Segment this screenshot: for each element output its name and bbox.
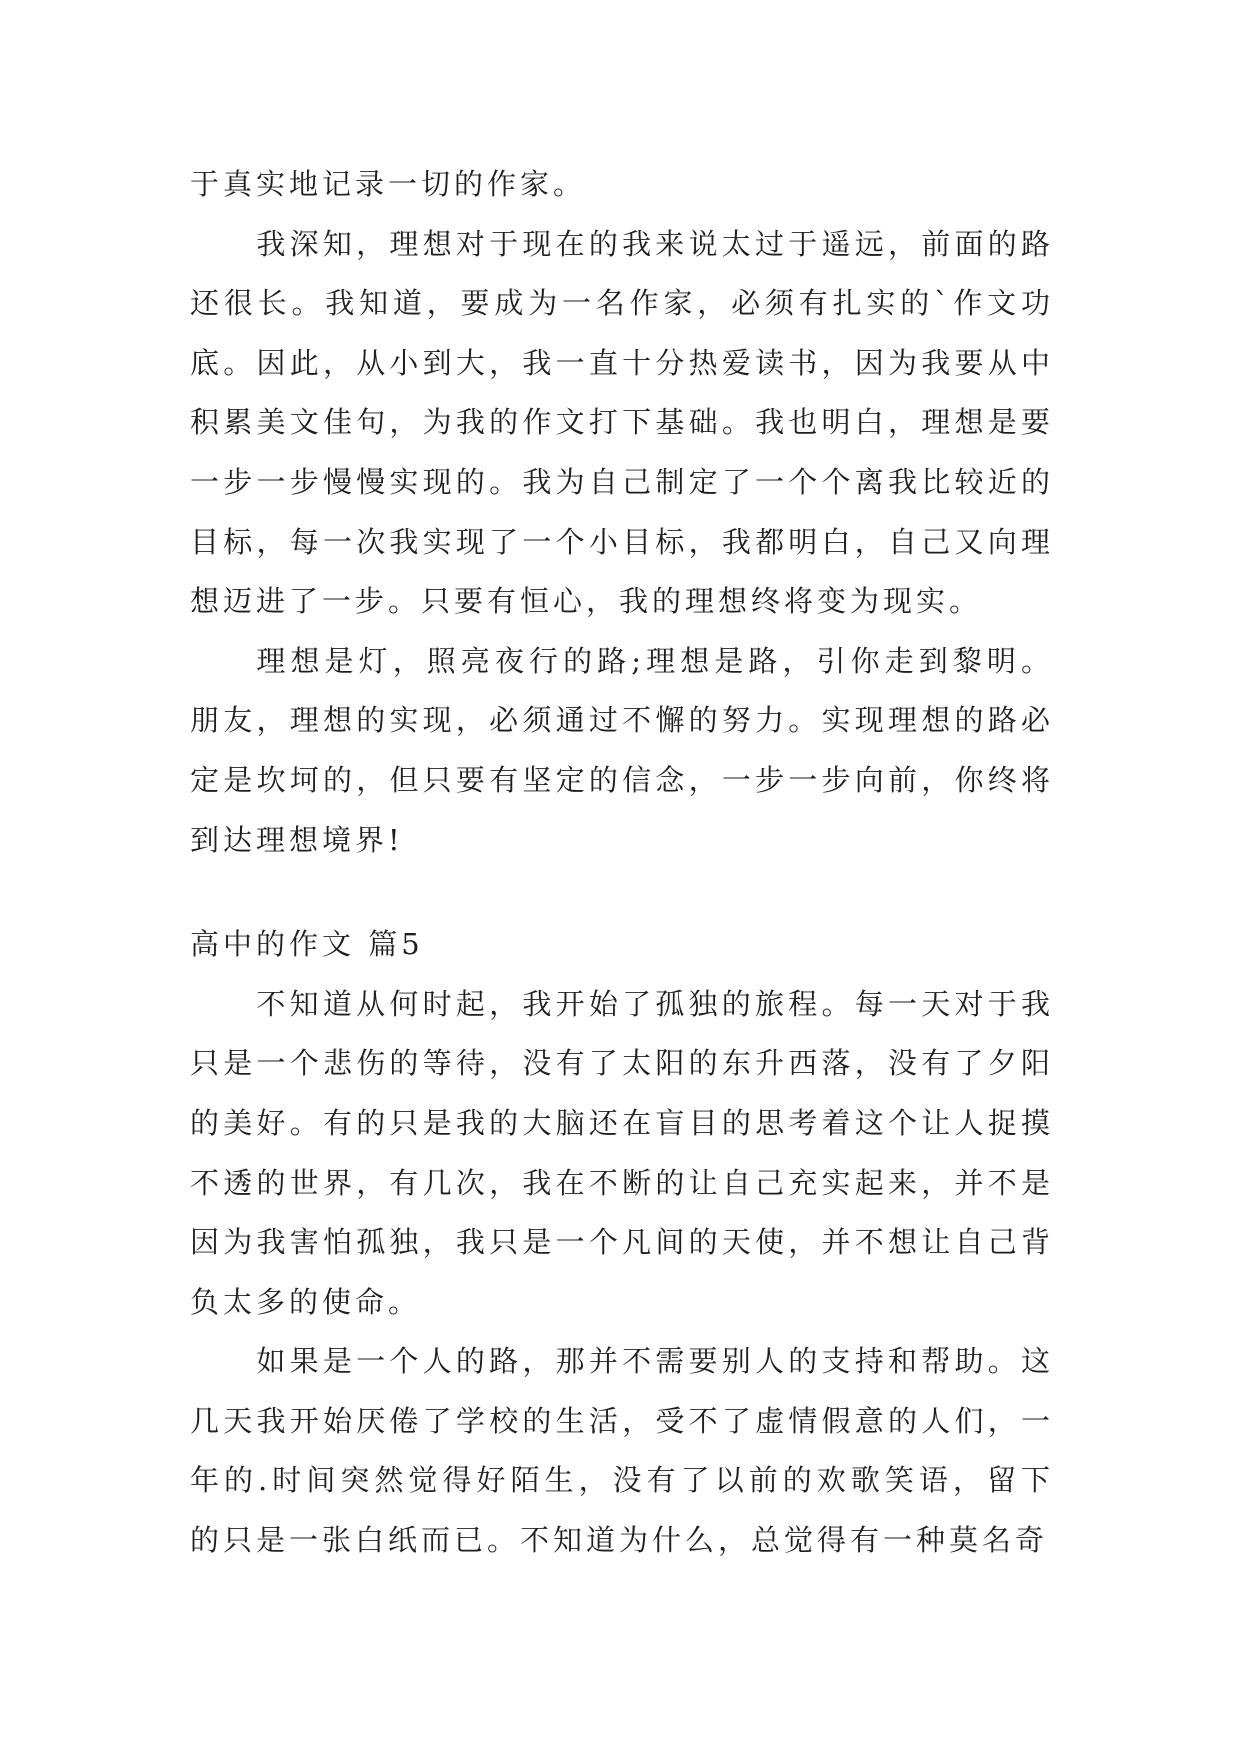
essay-section [190, 215, 1054, 871]
text-line: 一步一步慢慢实现的。我为自己制定了一个个离我比较近的 [190, 464, 1054, 499]
paragraph [190, 1332, 1054, 1570]
carryover-line: 于真实地记录一切的作家。 [190, 167, 587, 201]
text-line: 的只是一张白纸而已。不知道为什么，总觉得有一种莫名奇 [190, 1523, 1049, 1558]
text-line: 积累美文佳句，为我的作文打下基础。我也明白，理想是要 [190, 405, 1054, 440]
text-line: 因为我害怕孤独，我只是一个凡间的天使，并不想让自己背 [190, 1225, 1054, 1260]
paragraph [190, 632, 1054, 870]
text-line: 目标，每一次我实现了一个小目标，我都明白，自己又向理 [190, 524, 1054, 559]
text-line: 如果是一个人的路，那并不需要别人的支持和帮助。这 [256, 1344, 1054, 1379]
text-line: 想迈进了一步。只要有恒心，我的理想终将变为现实。 [190, 584, 983, 619]
text-line: 还很长。我知道，要成为一名作家，必须有扎实的`作文功 [190, 286, 1054, 321]
text-line: 只是一个悲伤的等待，没有了太阳的东升西落，没有了夕阳 [190, 1046, 1054, 1081]
paragraph [190, 975, 1054, 1333]
text-body [190, 155, 1054, 1571]
text-line: 理想是灯，照亮夜行的路;理想是路，引你走到黎明。 [256, 643, 1054, 678]
text-line: 几天我开始厌倦了学校的生活，受不了虚情假意的人们，一 [190, 1403, 1054, 1438]
text-line: 我深知，理想对于现在的我来说太过于遥远，前面的路 [256, 226, 1054, 261]
text-line: 不知道从何时起，我开始了孤独的旅程。每一天对于我 [256, 986, 1054, 1021]
text-line: 定是坎坷的，但只要有坚定的信念，一步一步向前，你终将 [190, 762, 1054, 797]
section-heading: 高中的作文 篇5 [190, 927, 424, 962]
text-line: 朋友，理想的实现，必须通过不懈的努力。实现理想的路必 [190, 703, 1054, 738]
text-line: 负太多的使命。 [190, 1284, 422, 1319]
paragraph [190, 215, 1054, 632]
essay-section [190, 915, 1054, 1571]
text-line: 年的.时间突然觉得好陌生，没有了以前的欢歌笑语，留下 [190, 1463, 1054, 1498]
text-line: 的美好。有的只是我的大脑还在盲目的思考着这个让人捉摸 [190, 1105, 1054, 1140]
text-line: 底。因此，从小到大，我一直十分热爱读书，因为我要从中 [190, 345, 1054, 380]
text-line: 到达理想境界! [190, 822, 404, 857]
text-line: 不透的世界，有几次，我在不断的让自己充实起来，并不是 [190, 1165, 1054, 1200]
